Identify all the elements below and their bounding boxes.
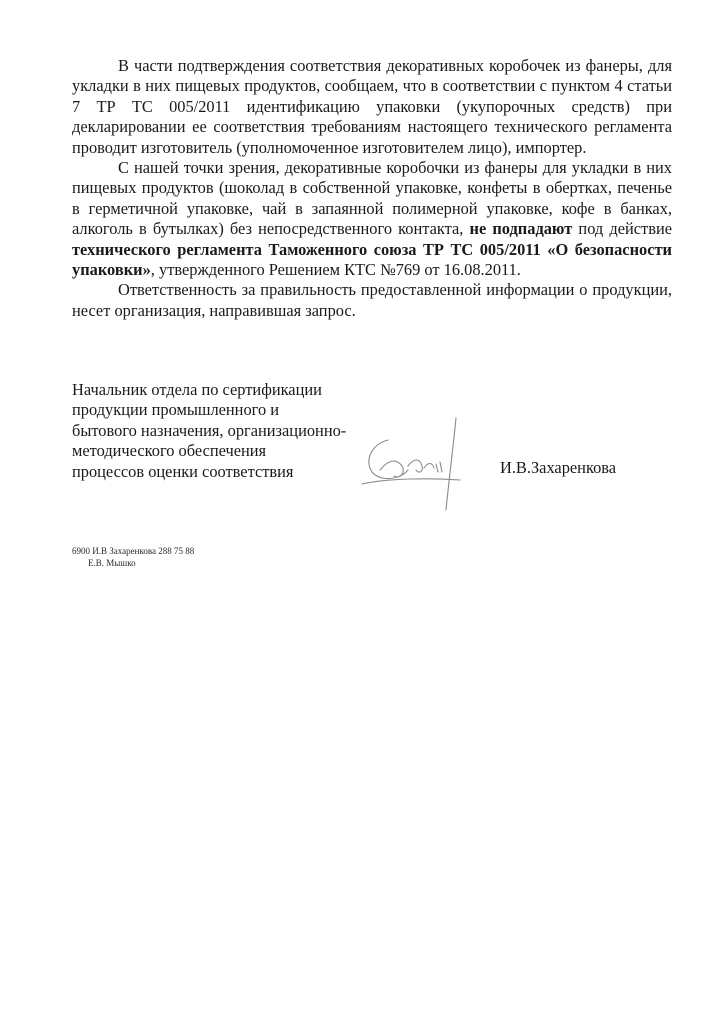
signer-name: И.В.Захаренкова <box>500 458 617 477</box>
paragraph-text: С нашей точки зрения, декоративные коробочки из фанеры для укладки в них пищевых продуктов (шоколад в собственной упаковке, конфеты в обертках, печенье в герметичной упаковке, чай в запаянной полимерной упаковке, кофе в банках, алкоголь в бутылках) без непосредственного контакта, <box>72 158 672 239</box>
signer-position-line: бытового назначения, организационно- <box>72 420 347 440</box>
letter-paragraph <box>72 56 672 158</box>
emphasized-text: не подпадают <box>469 219 573 239</box>
signer-position-line: продукции промышленного и <box>72 400 280 420</box>
paragraph-text: Ответственность за правильность предоставленной информации о продукции, несет организация, направившая запрос. <box>72 280 672 320</box>
emphasized-text: технического регламента Таможенного союза ТР ТС 005/2011 «О безопасности упаковки» <box>72 239 672 280</box>
paragraph-text: В части подтверждения соответствия декоративных коробочек из фанеры, для укладки в них пищевых продуктов, сообщаем, что в соответствии с пунктом 4 статьи 7 ТР ТС 005/2011 идентификацию упаковки (укупорочных средств) при декларировании ее соответствия требованиям настоящего технического регламента проводит изготовитель (уполномоченное изготовителем лицо), импортер. <box>72 56 672 157</box>
signer-position-line: методического обеспечения <box>72 441 267 461</box>
paragraph-text: под действие <box>572 219 673 239</box>
letter-paragraph <box>72 158 672 280</box>
letter-paragraph <box>72 280 672 321</box>
handwritten-signature <box>350 410 470 520</box>
executor-line: 6900 И.В Захаренкова 288 75 88 <box>72 546 195 556</box>
signer-position-line: процессов оценки соответствия <box>72 461 294 481</box>
signer-position-line: Начальник отдела по сертификации <box>72 380 322 399</box>
paragraph-text: , утвержденного Решением КТС №769 от 16.08.2011. <box>150 260 521 280</box>
executor-line: Е.В. Мышко <box>88 558 136 568</box>
letter-body <box>72 56 672 321</box>
signer-position <box>72 380 346 482</box>
executor-footer <box>72 545 194 569</box>
